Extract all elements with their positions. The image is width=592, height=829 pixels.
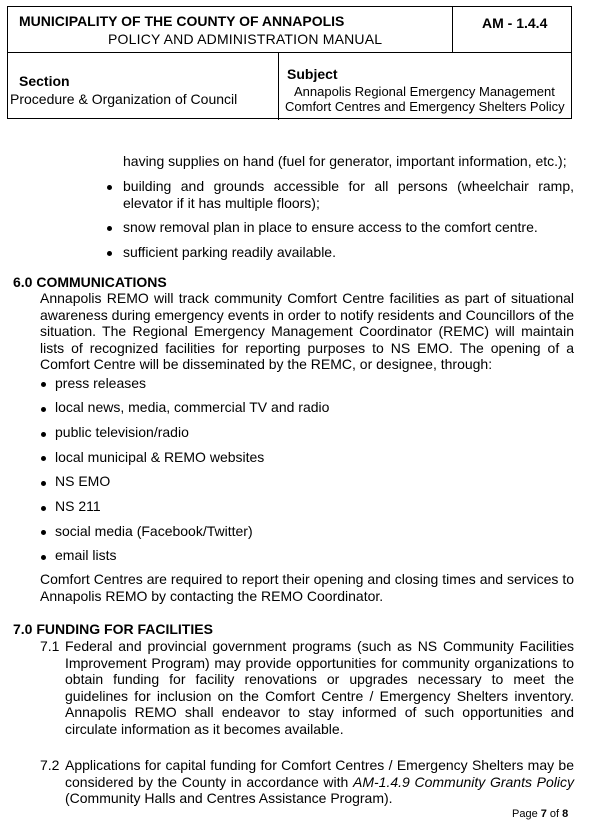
section-label: Section (19, 73, 70, 89)
list-item: press releases (55, 375, 147, 391)
list-item: social media (Facebook/Twitter) (55, 523, 253, 539)
bullet-icon (41, 432, 46, 437)
bullet-icon (107, 226, 112, 231)
list-item: sufficient parking readily available. (123, 244, 336, 260)
list-item-continued: having supplies on hand (fuel for generator, important information, etc.); (123, 153, 567, 169)
page-label: Page (512, 808, 541, 820)
policy-code: AM - 1.4.4 (482, 15, 548, 31)
paragraph-text: Applications for capital funding for Comfort Centres / Emergency Shelters may be considered by the County in accordance with (65, 757, 574, 790)
header-divider (452, 7, 453, 52)
page-total: 8 (562, 808, 569, 820)
subject-label: Subject (287, 66, 338, 82)
list-item: building and grounds accessible for all persons (wheelchair ramp, elevator if it has multiple floors); (123, 178, 574, 211)
list-item: local municipal & REMO websites (55, 449, 265, 465)
list-item: snow removal plan in place to ensure access to the comfort centre. (123, 219, 538, 235)
list-item: email lists (55, 547, 117, 563)
bullet-icon (41, 456, 46, 461)
policy-reference: AM-1.4.9 Community Grants Policy (353, 773, 574, 790)
bullet-icon (107, 185, 112, 190)
subject-line-2: Comfort Centres and Emergency Shelters Policy (285, 99, 565, 114)
section-paragraph (65, 757, 574, 807)
section-heading: 6.0 COMMUNICATIONS (13, 274, 167, 290)
bullet-icon (41, 530, 46, 535)
bullet-icon (41, 481, 46, 486)
list-item: local news, media, commercial TV and radio (55, 399, 330, 415)
document-header (7, 6, 572, 119)
list-item: NS EMO (55, 473, 111, 489)
bullet-icon (41, 382, 46, 387)
bullet-icon (41, 506, 46, 511)
paragraph-text: (Community Halls and Centres Assistance Program). (65, 790, 393, 807)
page-footer (512, 808, 568, 820)
header-divider (278, 52, 279, 120)
list-item: NS 211 (55, 498, 101, 514)
paragraph-number: 7.1 (40, 638, 60, 654)
municipality-title: MUNICIPALITY OF THE COUNTY OF ANNAPOLIS (19, 13, 345, 29)
bullet-icon (107, 251, 112, 256)
manual-title: POLICY AND ADMINISTRATION MANUAL (108, 31, 383, 47)
section-paragraph: Comfort Centres are required to report their opening and closing times and services to Annapolis REMO by contacting the REMO Coordinator. (40, 571, 574, 604)
paragraph-number: 7.2 (40, 757, 60, 773)
list-item: public television/radio (55, 424, 189, 440)
bullet-icon (41, 407, 46, 412)
section-paragraph: Federal and provincial government programs (such as NS Community Facilities Improvement Program) may provide opportunities for community organizations to obtain funding for facility renovations or upgrades necessary to meet the guidelines for inclusion on the Comfort Centre / Emergency Shelters inventory. Annapolis REMO shall endeavor to stay informed of such opportunities and circulate information as it becomes available. (65, 638, 574, 737)
subject-line-1: Annapolis Regional Emergency Management (294, 84, 555, 99)
page-number: 7 (540, 808, 547, 820)
page-of-label: of (546, 808, 563, 820)
section-value: Procedure & Organization of Council (10, 91, 238, 107)
section-heading: 7.0 FUNDING FOR FACILITIES (13, 621, 213, 637)
bullet-icon (41, 555, 46, 560)
section-paragraph: Annapolis REMO will track community Comfort Centre facilities as part of situational awareness during emergency events in order to notify residents and Councillors of the situation. The Regional Emergency Management Coordinator (REMC) will maintain lists of recognized facilities for reporting purposes to NS EMO. The opening of a Comfort Centre will be disseminated by the REMC, or designee, through: (40, 290, 574, 373)
